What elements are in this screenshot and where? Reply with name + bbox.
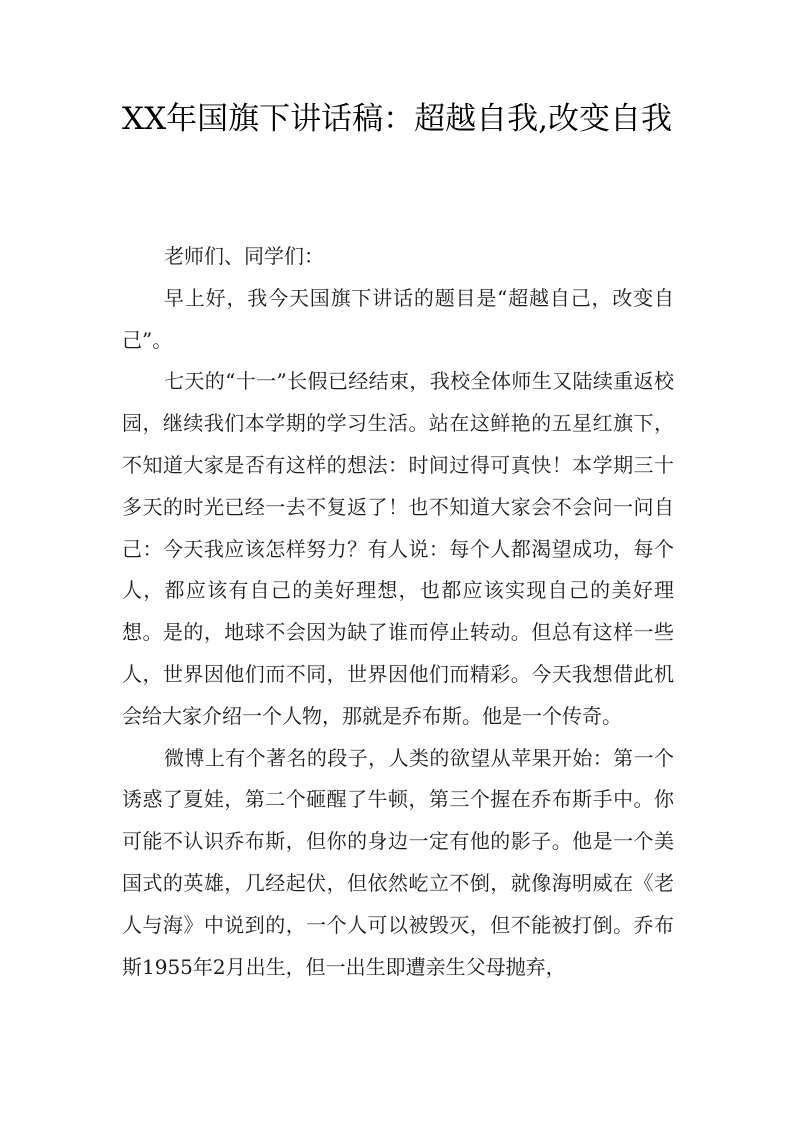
- document-title: XX年国旗下讲话稿：超越自我,改变自我: [122, 101, 672, 137]
- document-body: [122, 236, 674, 988]
- body-paragraph: 微博上有个著名的段子，人类的欲望从苹果开始：第一个诱惑了夏娃，第二个砸醒了牛顿，第三个握在乔布斯手中。你可能不认识乔布斯，但你的身边一定有他的影子。他是一个美国式的英雄，几经起伏，但依然屹立不倒，就像海明威在《老人与海》中说到的，一个人可以被毁灭，但不能被打倒。乔布斯1955年2月出生，但一出生即遭亲生父母抛弃，: [122, 745, 674, 979]
- greeting-paragraph: 早上好，我今天国旗下讲话的题目是“超越自己，改变自己”。: [122, 285, 674, 352]
- salutation-paragraph: 老师们、同学们：: [164, 244, 324, 268]
- body-paragraph: 七天的“十一”长假已经结束，我校全体师生又陆续重返校园，继续我们本学期的学习生活。站在这鲜艳的五星红旗下，不知道大家是否有这样的想法：时间过得可真快！本学期三十多天的时光已经一去不复返了！也不知道大家会不会问一问自己：今天我应该怎样努力？有人说：每个人都渴望成功，每个人，都应该有自己的美好理想，也都应该实现自己的美好理想。是的，地球不会因为缺了谁而停止转动。但总有这样一些人，世界因他们而不同，世界因他们而精彩。今天我想借此机会给大家介绍一个人物，那就是乔布斯。他是一个传奇。: [122, 369, 674, 728]
